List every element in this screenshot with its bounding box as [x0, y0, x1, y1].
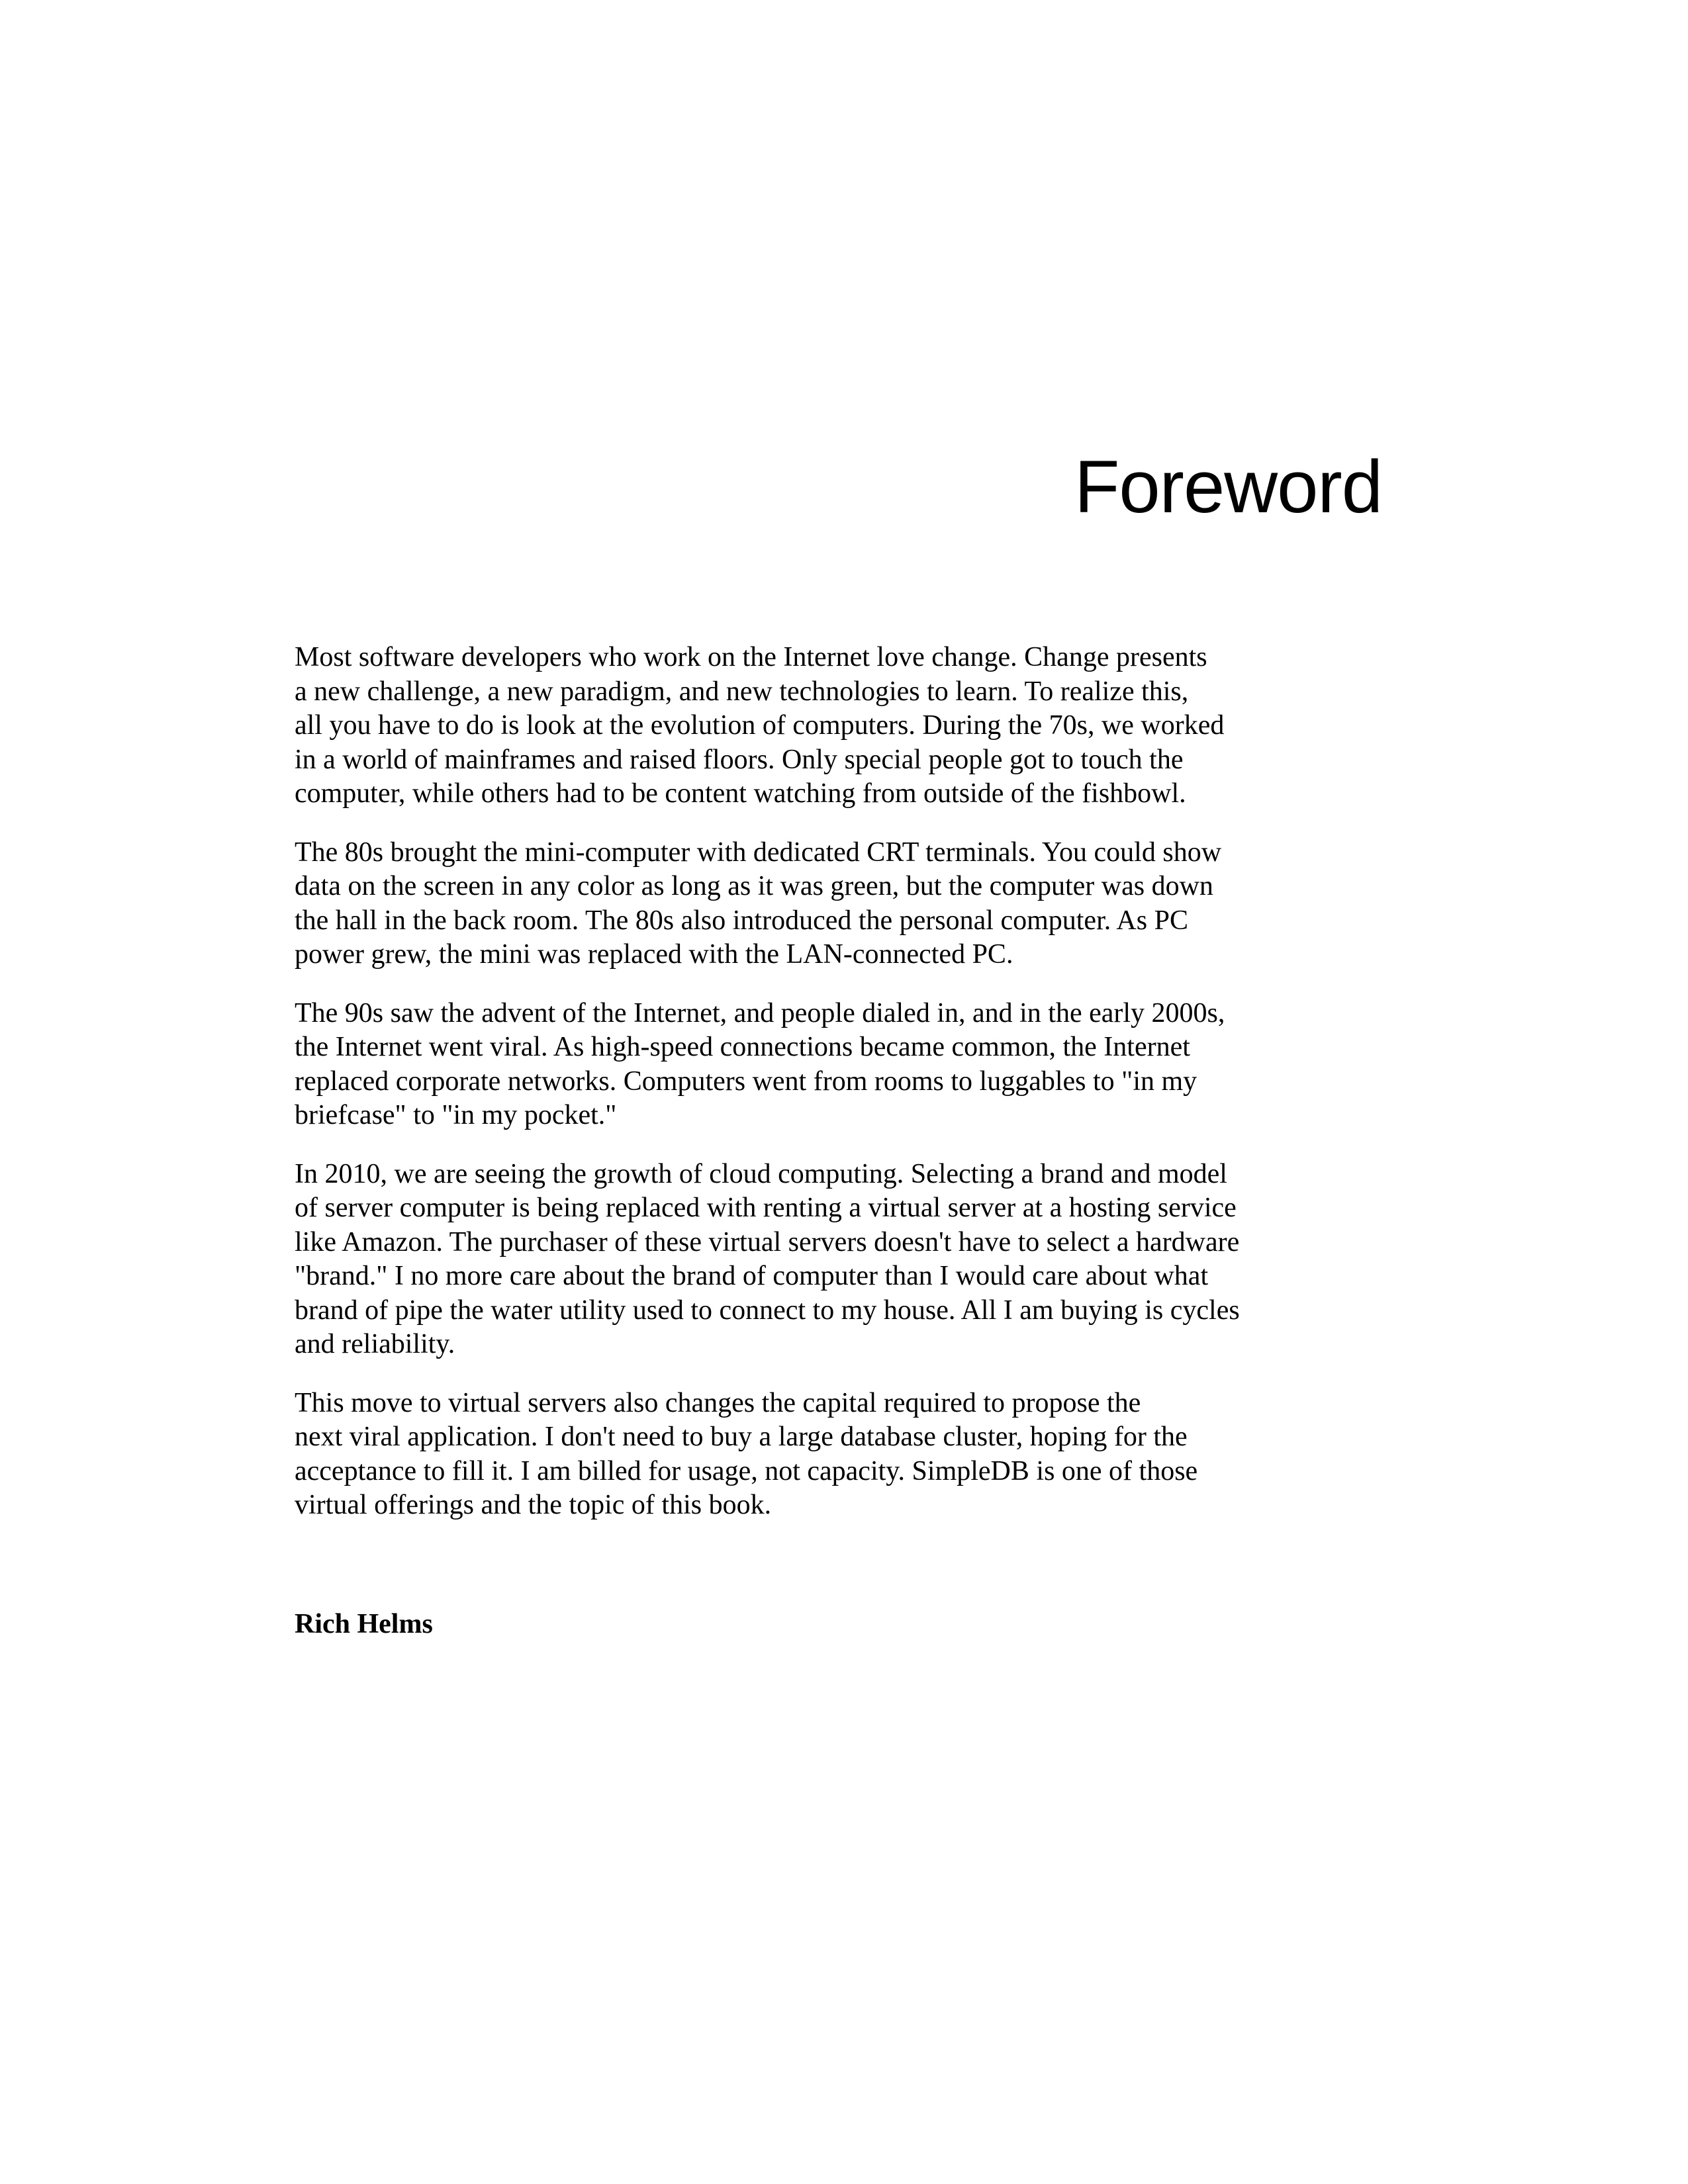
- paragraph-line: The 90s saw the advent of the Internet, and people dialed in, and in the early 2000s,: [295, 997, 1225, 1028]
- paragraph-line: next viral application. I don't need to buy a large database cluster, hoping for the: [295, 1422, 1188, 1452]
- author-signature: Rich Helms: [295, 1609, 433, 1639]
- paragraph-line: in a world of mainframes and raised floors. Only special people got to touch the: [295, 744, 1184, 775]
- paragraph-line: computer, while others had to be content watching from outside of the fishbowl.: [295, 778, 1186, 809]
- paragraph-line: the hall in the back room. The 80s also introduced the personal computer. As PC: [295, 905, 1188, 936]
- paragraph-1: [295, 641, 1393, 811]
- paragraph-line: power grew, the mini was replaced with the LAN-connected PC.: [295, 939, 1013, 970]
- paragraph-line: the Internet went viral. As high-speed connections became common, the Internet: [295, 1032, 1190, 1062]
- paragraph-line: data on the screen in any color as long as it was green, but the computer was down: [295, 871, 1213, 901]
- chapter-title: Foreword: [1074, 445, 1382, 528]
- paragraph-line: and reliability.: [295, 1329, 455, 1359]
- paragraph-3: [295, 997, 1393, 1133]
- paragraph-line: In 2010, we are seeing the growth of cloud computing. Selecting a brand and model: [295, 1158, 1227, 1189]
- paragraph-line: The 80s brought the mini-computer with dedicated CRT terminals. You could show: [295, 837, 1222, 868]
- paragraph-line: like Amazon. The purchaser of these virtual servers doesn't have to select a hardware: [295, 1226, 1240, 1257]
- paragraph-line: briefcase" to "in my pocket.": [295, 1100, 617, 1130]
- paragraph-line: "brand." I no more care about the brand of computer than I would care about what: [295, 1261, 1209, 1291]
- paragraph-2: [295, 836, 1393, 972]
- foreword-body: [295, 641, 1393, 1547]
- paragraph-line: a new challenge, a new paradigm, and new technologies to learn. To realize this,: [295, 676, 1189, 707]
- paragraph-line: of server computer is being replaced with renting a virtual server at a hosting service: [295, 1193, 1237, 1223]
- paragraph-line: This move to virtual servers also changes the capital required to propose the: [295, 1387, 1141, 1418]
- paragraph-5: [295, 1387, 1393, 1523]
- paragraph-line: Most software developers who work on the Internet love change. Change presents: [295, 642, 1207, 672]
- paragraph-line: replaced corporate networks. Computers went from rooms to luggables to "in my: [295, 1066, 1197, 1097]
- paragraph-4: [295, 1158, 1393, 1362]
- paragraph-line: all you have to do is look at the evolution of computers. During the 70s, we worked: [295, 710, 1225, 741]
- paragraph-line: acceptance to fill it. I am billed for usage, not capacity. SimpleDB is one of those: [295, 1455, 1198, 1486]
- paragraph-line: virtual offerings and the topic of this book.: [295, 1490, 772, 1520]
- paragraph-line: brand of pipe the water utility used to connect to my house. All I am buying is cycles: [295, 1295, 1240, 1326]
